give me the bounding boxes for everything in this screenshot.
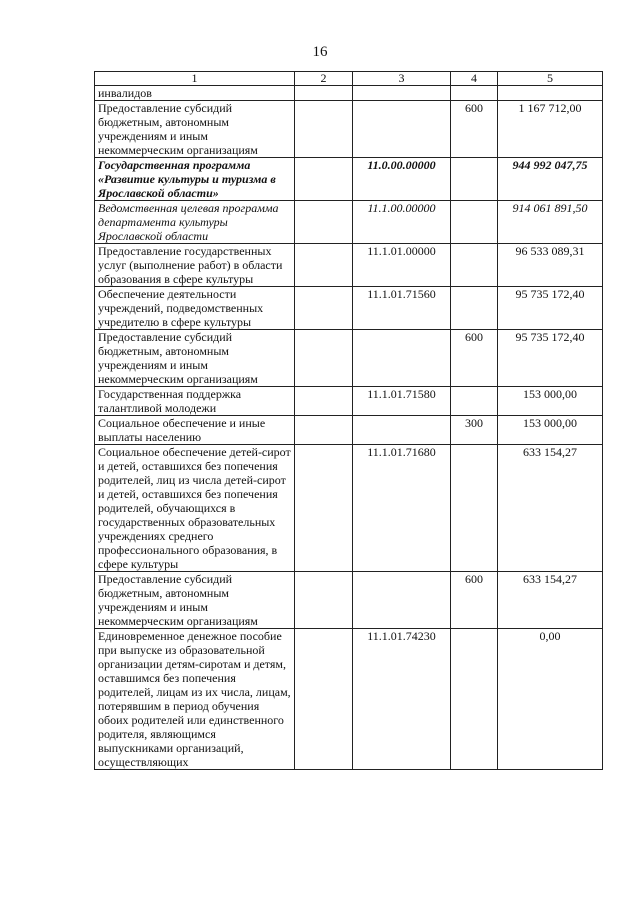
row-sum-cell — [498, 86, 603, 101]
row-name-cell: Социальное обеспечение детей-сирот и детей, оставшихся без попечения родителей, лиц из числа детей-сирот и детей, оставшихся без попечения родителей, обучающихся в государственных образовательных учреждениях среднего профессионального образования, в сфере культуры — [95, 445, 295, 572]
row-sum-cell: 1 167 712,00 — [498, 101, 603, 158]
row-sum-cell: 944 992 047,75 — [498, 158, 603, 201]
table-row — [95, 445, 603, 572]
row-name-cell: Социальное обеспечение и иные выплаты населению — [95, 416, 295, 445]
row-col2-cell — [295, 416, 353, 445]
budget-table — [94, 71, 603, 770]
header-col-2: 2 — [295, 72, 353, 86]
table-row — [95, 244, 603, 287]
row-type-cell: 600 — [451, 330, 498, 387]
row-name-cell: Предоставление государственных услуг (выполнение работ) в области образования в сфере культуры — [95, 244, 295, 287]
row-sum-cell: 153 000,00 — [498, 387, 603, 416]
row-sum-cell: 914 061 891,50 — [498, 201, 603, 244]
row-code-cell: 11.1.01.71680 — [353, 445, 451, 572]
row-col2-cell — [295, 445, 353, 572]
header-col-3: 3 — [353, 72, 451, 86]
row-type-cell — [451, 244, 498, 287]
table-row — [95, 629, 603, 770]
row-code-cell: 11.0.00.00000 — [353, 158, 451, 201]
row-code-cell — [353, 330, 451, 387]
row-name-cell: Обеспечение деятельности учреждений, подведомственных учредителю в сфере культуры — [95, 287, 295, 330]
page-number: 16 — [312, 44, 328, 60]
row-name-cell: Государственная поддержка талантливой молодежи — [95, 387, 295, 416]
row-col2-cell — [295, 158, 353, 201]
row-type-cell — [451, 387, 498, 416]
row-code-cell — [353, 416, 451, 445]
table-row — [95, 416, 603, 445]
table-row — [95, 201, 603, 244]
table-row — [95, 387, 603, 416]
row-sum-cell: 95 735 172,40 — [498, 287, 603, 330]
row-sum-cell: 153 000,00 — [498, 416, 603, 445]
row-col2-cell — [295, 330, 353, 387]
row-type-cell: 300 — [451, 416, 498, 445]
row-type-cell — [451, 445, 498, 572]
row-col2-cell — [295, 86, 353, 101]
row-name-cell: Предоставление субсидий бюджетным, автономным учреждениям и иным некоммерческим организациям — [95, 101, 295, 158]
row-code-cell — [353, 86, 451, 101]
row-code-cell — [353, 572, 451, 629]
table-header-row — [95, 72, 603, 86]
header-col-4: 4 — [451, 72, 498, 86]
row-code-cell: 11.1.01.71560 — [353, 287, 451, 330]
row-col2-cell — [295, 572, 353, 629]
row-code-cell: 11.1.01.00000 — [353, 244, 451, 287]
table-row — [95, 287, 603, 330]
row-code-cell: 11.1.01.74230 — [353, 629, 451, 770]
row-sum-cell: 96 533 089,31 — [498, 244, 603, 287]
row-name-cell: Единовременное денежное пособие при выпуске из образовательной организации детям-сиротам и детям, оставшимся без попечения родителей, лицам из их числа, лицам, потерявшим в период обучения обоих родителей или единственного родителя, являющимся выпускниками организаций, осуществляющих — [95, 629, 295, 770]
row-sum-cell: 633 154,27 — [498, 445, 603, 572]
row-code-cell: 11.1.01.71580 — [353, 387, 451, 416]
row-name-cell: Предоставление субсидий бюджетным, автономным учреждениям и иным некоммерческим организациям — [95, 572, 295, 629]
row-sum-cell: 0,00 — [498, 629, 603, 770]
table-body — [95, 86, 603, 770]
row-sum-cell: 633 154,27 — [498, 572, 603, 629]
row-type-cell — [451, 86, 498, 101]
table-row — [95, 330, 603, 387]
header-col-1: 1 — [95, 72, 295, 86]
row-col2-cell — [295, 101, 353, 158]
table-row — [95, 86, 603, 101]
row-type-cell: 600 — [451, 572, 498, 629]
row-type-cell — [451, 287, 498, 330]
row-col2-cell — [295, 387, 353, 416]
row-name-cell: инвалидов — [95, 86, 295, 101]
row-name-cell: Государственная программа «Развитие культуры и туризма в Ярославской области» — [95, 158, 295, 201]
row-col2-cell — [295, 287, 353, 330]
row-name-cell: Предоставление субсидий бюджетным, автономным учреждениям и иным некоммерческим организациям — [95, 330, 295, 387]
row-type-cell — [451, 158, 498, 201]
row-col2-cell — [295, 629, 353, 770]
row-code-cell — [353, 101, 451, 158]
table-row — [95, 572, 603, 629]
row-sum-cell: 95 735 172,40 — [498, 330, 603, 387]
table-row — [95, 158, 603, 201]
table-row — [95, 101, 603, 158]
row-col2-cell — [295, 244, 353, 287]
row-type-cell: 600 — [451, 101, 498, 158]
row-type-cell — [451, 201, 498, 244]
row-name-cell: Ведомственная целевая программа департамента культуры Ярославской области — [95, 201, 295, 244]
row-type-cell — [451, 629, 498, 770]
row-col2-cell — [295, 201, 353, 244]
row-code-cell: 11.1.00.00000 — [353, 201, 451, 244]
header-col-5: 5 — [498, 72, 603, 86]
